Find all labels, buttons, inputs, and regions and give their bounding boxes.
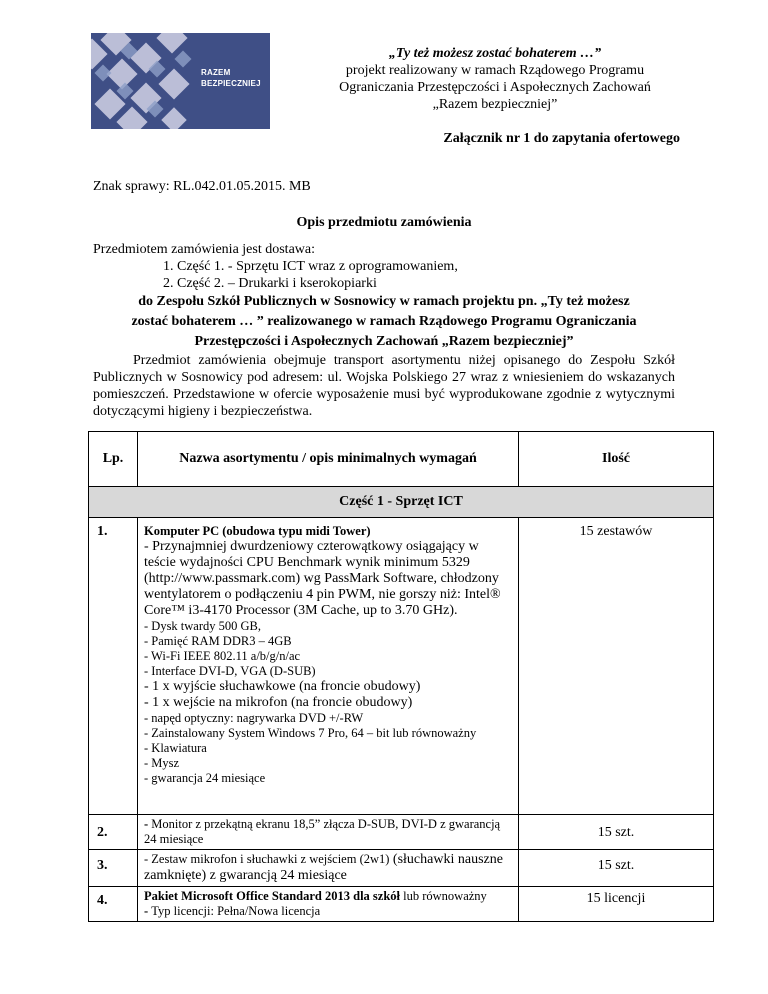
logo-text [201, 67, 261, 89]
item-title: Pakiet Microsoft Office Standard 2013 dla szkół [144, 889, 400, 903]
row-qty: 15 zestawów [519, 518, 714, 815]
case-number: Znak sprawy: RL.042.01.05.2015. MB [93, 179, 311, 194]
item-line: Typ licencji: Pełna/Nowa licencja [151, 904, 321, 918]
table-row [89, 887, 714, 922]
item-title: Komputer PC (obudowa typu midi Tower) [144, 524, 371, 538]
row-qty: 15 szt. [519, 850, 714, 887]
header-line3: Ograniczania Przestępczości i Aspołecznych Zachowań [339, 80, 651, 95]
row-lp: 4. [89, 887, 138, 922]
row-description [138, 815, 519, 850]
item-line: - 1 x wyjście słuchawkowe (na froncie obudowy) [144, 679, 421, 694]
row-description [138, 518, 519, 815]
scope-paragraph: Przedmiot zamówienia obejmuje transport asortymentu niżej opisanego do Zespołu Szkół Publicznych w Sosnowicy pod adresem: ul. Wojska Polskiego 27 wraz z wniesieniem do wskazanych pomieszczeń. Przedstawione w ofercie wyposażenie musi być wyprodukowane zgodnie z wytycznymi dotyczącymi higieny i bezpieczeństwa. [93, 353, 675, 419]
item-line: - gwarancja 24 miesiące [144, 771, 266, 785]
item-title-suffix: lub równoważny [400, 889, 487, 903]
header-name: Nazwa asortymentu / opis minimalnych wymagań [138, 432, 519, 487]
item-prefix: - [144, 817, 152, 831]
item-line: - Wi-Fi IEEE 802.11 a/b/g/n/ac [144, 649, 301, 663]
row-qty: 15 szt. [519, 815, 714, 850]
table-row [89, 815, 714, 850]
list-item: 1. Część 1. - Sprzętu ICT wraz z oprogramowaniem, [163, 259, 458, 274]
item-text: Monitor z przekątną ekranu 18,5” złącza D-SUB, DVI-D z gwarancją 24 miesiące [144, 817, 501, 846]
table-row [89, 850, 714, 887]
intro-text: Przedmiotem zamówienia jest dostawa: [93, 242, 315, 257]
recipient-line3: Przestępczości i Aspołecznych Zachowań „Razem bezpieczniej” [194, 334, 574, 349]
item-text-big: (słuchawki nauszne zamknięte) z gwarancją 24 miesiące [144, 852, 503, 883]
items-table [88, 431, 714, 922]
section-row [89, 487, 714, 518]
recipient-line2: zostać bohaterem … ” realizowanego w ramach Rządowego Programu Ograniczania [131, 314, 637, 329]
item-line: - Pamięć RAM DDR3 – 4GB [144, 634, 292, 648]
row-lp: 1. [89, 518, 138, 815]
item-line: - 1 x wejście na mikrofon (na froncie obudowy) [144, 695, 413, 710]
row-qty: 15 licencji [519, 887, 714, 922]
header-qty: Ilość [519, 432, 714, 487]
section-title: Część 1 - Sprzęt ICT [89, 487, 714, 518]
row-lp: 2. [89, 815, 138, 850]
row-description: Pakiet Microsoft Office Standard 2013 dla szkół lub równoważny - Typ licencji: Pełna/Nowa licencja [138, 887, 519, 922]
project-logo [91, 33, 270, 129]
recipient-line1: do Zespołu Szkół Publicznych w Sosnowicy w ramach projektu pn. „Ty też możesz [138, 294, 630, 309]
recipient-text [70, 292, 698, 352]
project-title: „Ty też możesz zostać bohaterem …” [388, 46, 602, 61]
row-lp: 3. [89, 850, 138, 887]
item-line: - Dysk twardy 500 GB, [144, 619, 262, 633]
parts-list [163, 258, 458, 292]
item-text: - Zestaw mikrofon i słuchawki z wejściem (2w1) [144, 852, 390, 866]
item-line: - napęd optyczny: nagrywarka DVD +/-RW [144, 711, 364, 725]
table-row [89, 518, 714, 815]
subject-title: Opis przedmiotu zamówienia [296, 215, 472, 230]
item-line: - Zainstalowany System Windows 7 Pro, 64 – bit lub równoważny [144, 726, 477, 740]
item-line: - Mysz [144, 756, 180, 770]
annex-label: Załącznik nr 1 do zapytania ofertowego [443, 131, 680, 146]
item-line: - Przynajmniej dwurdzeniowy czterowątkowy osiągający w teście wydajności CPU Benchmark wynik minimum 5329 (http://www.passmark.com) wg PassMark Software, chłodzony wentylatorem o podłączeniu 4 pin PWM, nie gorszy niż: Intel® Core™ i3-4170 Processor (3M Cache, up to 3.70 GHz). [144, 539, 501, 618]
header-lp: Lp. [89, 432, 138, 487]
row-description [138, 850, 519, 887]
header-line4: „Razem bezpieczniej” [432, 97, 558, 112]
header-line2: projekt realizowany w ramach Rządowego Programu [345, 63, 645, 78]
item-line: - Interface DVI-D, VGA (D-SUB) [144, 664, 316, 678]
project-header [300, 45, 690, 113]
list-item: 2. Część 2. – Drukarki i kserokopiarki [163, 276, 377, 291]
logo-line2: BEZPIECZNIEJ [201, 79, 261, 88]
table-header-row [89, 432, 714, 487]
logo-line1: RAZEM [201, 68, 231, 77]
item-line: - Klawiatura [144, 741, 207, 755]
